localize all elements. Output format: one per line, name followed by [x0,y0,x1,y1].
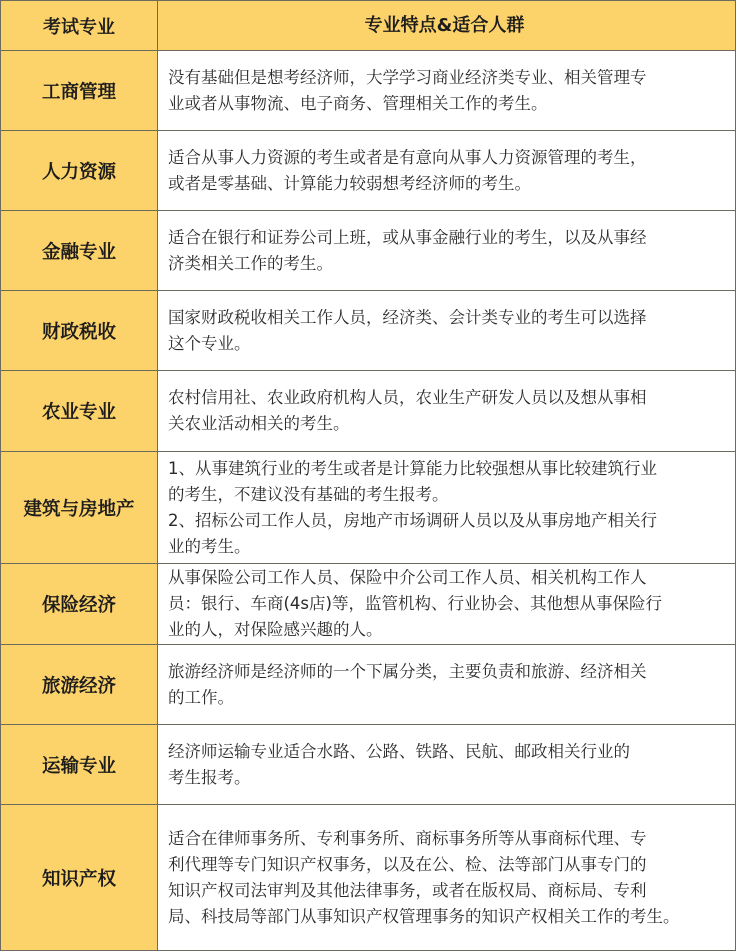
description-line: 适合在律师事务所、专利事务所、商标事务所等从事商标代理、专 [168,828,647,848]
major-description [158,211,735,290]
major-name: 运输专业 [1,725,158,804]
major-description [158,645,735,724]
description-line: 旅游经济师是经济师的一个下属分类，主要负责和旅游、经济相关 [168,661,647,681]
description-line: 国家财政税收相关工作人员，经济类、会计类专业的考生可以选择 [168,307,647,327]
major-name: 人力资源 [1,131,158,210]
table-row [1,645,735,725]
table-row [1,51,735,131]
table-row [1,564,735,645]
major-description [158,291,735,370]
table-row [1,371,735,452]
major-name: 旅游经济 [1,645,158,724]
major-description [158,452,735,563]
table-row [1,725,735,805]
description-line: 业或者从事物流、电子商务、管理相关工作的考生。 [168,93,548,113]
description-line: 适合从事人力资源的考生或者是有意向从事人力资源管理的考生， [168,147,647,167]
major-description [158,371,735,451]
table-row [1,211,735,291]
major-description [158,51,735,130]
major-description [158,564,735,644]
table-row [1,452,735,564]
major-description [158,805,735,950]
description-line: 考生报考。 [168,767,251,787]
description-line: 没有基础但是想考经济师，大学学习商业经济类专业、相关管理专 [168,67,647,87]
description-line: 适合在银行和证券公司上班，或从事金融行业的考生，以及从事经 [168,227,647,247]
description-line: 济类相关工作的考生。 [168,253,333,273]
major-name: 知识产权 [1,805,158,950]
table-row [1,291,735,371]
description-line: 这个专业。 [168,333,251,353]
description-line: 1、从事建筑行业的考生或者是计算能力比较强想从事比较建筑行业 [168,458,657,478]
major-name: 保险经济 [1,564,158,644]
description-line: 农村信用社、农业政府机构人员，农业生产研发人员以及想从事相 [168,388,647,407]
description-line: 从事保险公司工作人员、保险中介公司工作人员、相关机构工作人 [168,568,647,587]
major-name: 工商管理 [1,51,158,130]
description-line: 业的人，对保险感兴趣的人。 [168,620,383,639]
description-line: 利代理等专门知识产权事务，以及在公、检、法等部门从事专门的 [168,854,647,874]
major-description [158,725,735,804]
description-line: 知识产权司法审判及其他法律事务，或者在版权局、商标局、专利 [168,880,647,900]
header-major: 考试专业 [1,1,158,50]
major-name: 金融专业 [1,211,158,290]
description-line: 或者是零基础、计算能力较弱想考经济师的考生。 [168,173,531,193]
description-line: 的考生，不建议没有基础的考生报考。 [168,484,449,504]
table-row [1,805,735,950]
table-header-row [1,1,735,51]
description-line: 关农业活动相关的考生。 [168,414,350,433]
major-description [158,131,735,210]
major-name: 农业专业 [1,371,158,451]
description-line: 员：银行、车商(4s店)等，监管机构、行业协会、其他想从事保险行 [168,594,662,613]
table-row [1,131,735,211]
major-name: 建筑与房地产 [1,452,158,563]
description-line: 2、招标公司工作人员，房地产市场调研人员以及从事房地产相关行 [168,510,657,530]
description-line: 经济师运输专业适合水路、公路、铁路、民航、邮政相关行业的 [168,741,630,761]
description-line: 局、科技局等部门从事知识产权管理事务的知识产权相关工作的考生。 [168,906,680,926]
description-line: 的工作。 [168,687,234,707]
major-name: 财政税收 [1,291,158,370]
header-description: 专业特点&适合人群 [158,1,735,50]
description-line: 业的考生。 [168,536,251,556]
